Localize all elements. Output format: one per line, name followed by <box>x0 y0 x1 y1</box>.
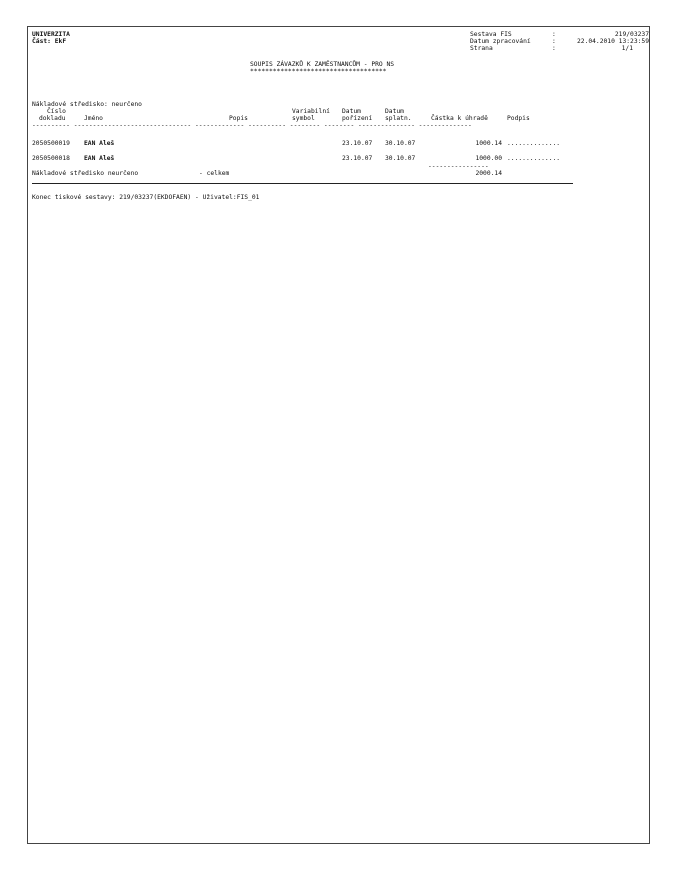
row-signature: .............. <box>507 155 561 162</box>
total-rule <box>32 183 573 184</box>
meta-value-report: 219/03237 <box>614 31 649 38</box>
report-title-underline: ************************************ <box>250 68 387 75</box>
meta-label-date: Datum zpracování <box>470 38 531 45</box>
row-amount: 1000.00 <box>475 155 502 162</box>
subtotal-separator: ---------------- <box>428 163 489 170</box>
row-doc-number: 2050500019 <box>32 140 70 147</box>
report-page <box>27 26 650 844</box>
meta-colon: : <box>552 38 556 45</box>
col-header-date-due-line2: splatn. <box>385 115 412 122</box>
col-header-amount: Částka k úhradě <box>431 115 488 122</box>
row-signature: .............. <box>507 140 561 147</box>
total-amount: 2000.14 <box>475 170 502 177</box>
col-header-varsym-line1: Variabilní <box>292 108 330 115</box>
row-date-due: 30.10.07 <box>385 140 416 147</box>
col-header-doc-line2: dokladu <box>39 115 66 122</box>
meta-label-report: Sestava FIS <box>470 31 512 38</box>
col-header-desc: Popis <box>229 115 248 122</box>
col-header-date-due-line1: Datum <box>385 108 404 115</box>
meta-value-date: 22.04.2010 13:23:59 <box>576 38 649 45</box>
col-header-name: Jméno <box>84 115 103 122</box>
col-header-date-acq-line1: Datum <box>342 108 361 115</box>
row-name: EAN Aleš <box>84 140 115 147</box>
report-end-note: Konec tiskové sestavy: 219/03237(EKDOFAEN) - Uživatel:FIS_01 <box>32 194 260 201</box>
row-amount: 1000.14 <box>475 140 502 147</box>
cost-center-label: Nákladové středisko: neurčeno <box>32 101 142 108</box>
meta-label-page: Strana <box>470 45 493 52</box>
col-header-varsym-line2: symbol <box>292 115 315 122</box>
header-separator: ---------- ------------------------------- ------------- ---------- -------- -------- --------------- -------------- <box>32 122 472 129</box>
col-header-sign: Podpis <box>507 115 530 122</box>
row-date-acquired: 23.10.07 <box>342 155 373 162</box>
col-header-doc-line1: Číslo <box>47 108 66 115</box>
meta-colon: : <box>552 45 556 52</box>
row-date-due: 30.10.07 <box>385 155 416 162</box>
organization-name: UNIVERZITA <box>32 31 70 38</box>
total-label: Nákladové středisko neurčeno <box>32 170 139 177</box>
report-title: SOUPIS ZÁVAZKŮ K ZAMĚSTNANCŮM - PRO NS <box>250 61 395 68</box>
organization-part: Část: EkF <box>32 38 67 45</box>
row-doc-number: 2050500018 <box>32 155 70 162</box>
meta-value-page: 1/1 <box>621 45 633 52</box>
total-suffix: - celkem <box>199 170 230 177</box>
row-name: EAN Aleš <box>84 155 115 162</box>
meta-colon: : <box>552 31 556 38</box>
row-date-acquired: 23.10.07 <box>342 140 373 147</box>
col-header-date-acq-line2: pořízení <box>342 115 373 122</box>
